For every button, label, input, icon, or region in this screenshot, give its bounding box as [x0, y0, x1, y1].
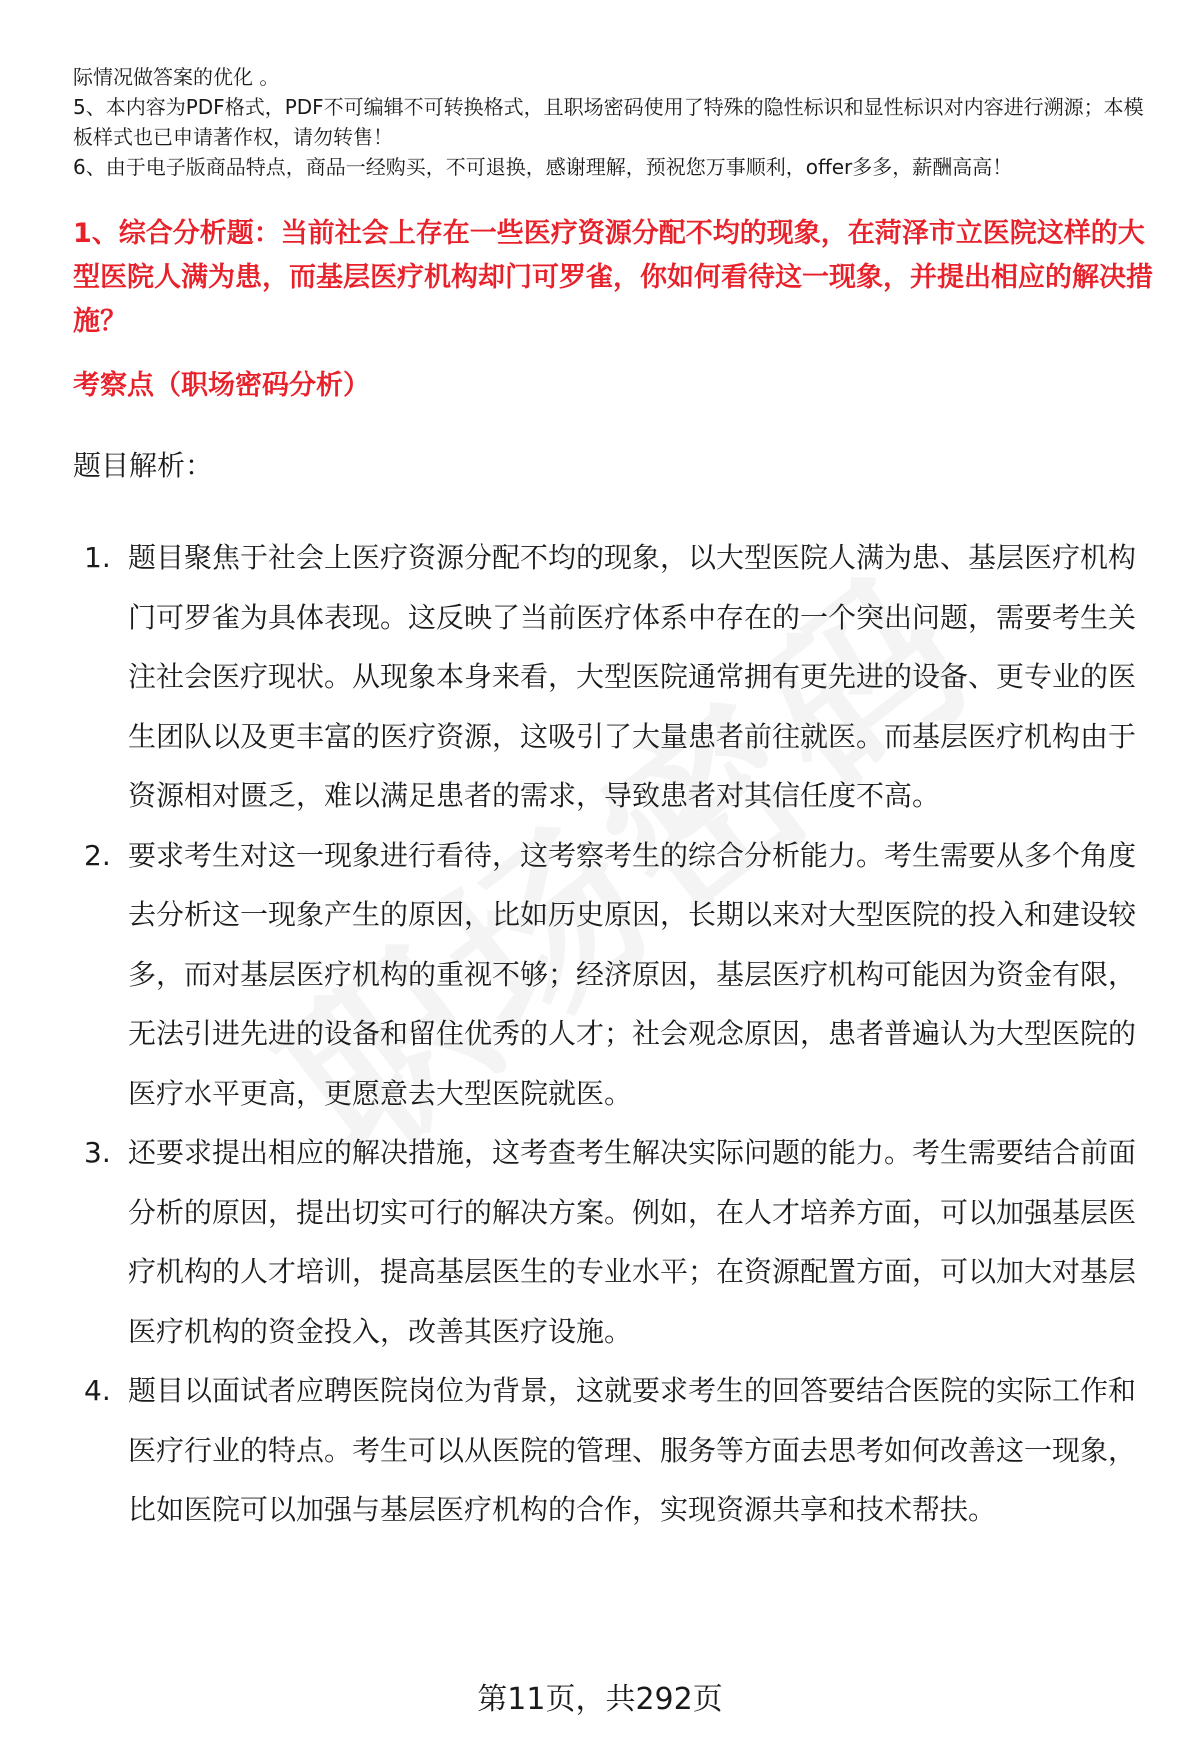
list-item-number: 4.	[84, 1374, 111, 1407]
analysis-list	[73, 528, 1153, 1540]
note-line-1: 际情况做答案的优化 。	[73, 65, 280, 89]
list-item-number: 2.	[84, 838, 111, 872]
note-line-5: 5、本内容为PDF格式，PDF不可编辑不可转换格式，且职场密码使用了特殊的隐性标识和显性标识对内容进行溯源；本模板样式也已申请著作权，请勿转售！	[73, 95, 1144, 149]
list-item-text: 题目聚焦于社会上医疗资源分配不均的现象，以大型医院人满为患、基层医疗机构门可罗雀为具体表现。这反映了当前医疗体系中存在的一个突出问题，需要考生关注社会医疗现状。从现象本身来看，大型医院通常拥有更先进的设备、更专业的医生团队以及更丰富的医疗资源，这吸引了大量患者前往就医。而基层医疗机构由于资源相对匮乏，难以满足患者的需求，导致患者对其信任度不高。	[128, 541, 1137, 812]
note-line-6: 6、由于电子版商品特点，商品一经购买，不可退换，感谢理解，预祝您万事顺利，offer多多，薪酬高高！	[73, 155, 1013, 179]
list-item-number: 1.	[84, 541, 111, 574]
question-heading: 1、综合分析题：当前社会上存在一些医疗资源分配不均的现象，在菏泽市立医院这样的大型医院人满为患，而基层医疗机构却门可罗雀，你如何看待这一现象，并提出相应的解决措施？	[73, 218, 1153, 337]
page-footer: 第11页，共292页	[477, 1682, 723, 1717]
list-item-text: 要求考生对这一现象进行看待，这考察考生的综合分析能力。考生需要从多个角度去分析这一现象产生的原因，比如历史原因，长期以来对大型医院的投入和建设较多，而对基层医疗机构的重视不够；经济原因，基层医疗机构可能因为资金有限，无法引进先进的设备和留住优秀的人才；社会观念原因，患者普遍认为大型医院的医疗水平更高，更愿意去大型医院就医。	[128, 838, 1137, 1110]
analysis-label: 题目解析：	[73, 449, 214, 482]
list-item	[73, 1361, 1153, 1540]
notes-block	[73, 62, 1163, 182]
list-item	[73, 826, 1153, 1124]
section-title: 考察点（职场密码分析）	[73, 370, 370, 401]
list-item-text: 还要求提出相应的解决措施，这考查考生解决实际问题的能力。考生需要结合前面分析的原因，提出切实可行的解决方案。例如，在人才培养方面，可以加强基层医疗机构的人才培训，提高基层医生的专业水平；在资源配置方面，可以加大对基层医疗机构的资金投入，改善其医疗设施。	[128, 1136, 1137, 1348]
list-item-number: 3.	[84, 1136, 111, 1169]
list-item	[73, 528, 1153, 826]
list-item	[73, 1123, 1153, 1361]
list-item-text: 题目以面试者应聘医院岗位为背景，这就要求考生的回答要结合医院的实际工作和医疗行业的特点。考生可以从医院的管理、服务等方面去思考如何改善这一现象，比如医院可以加强与基层医疗机构的合作，实现资源共享和技术帮扶。	[128, 1374, 1137, 1526]
